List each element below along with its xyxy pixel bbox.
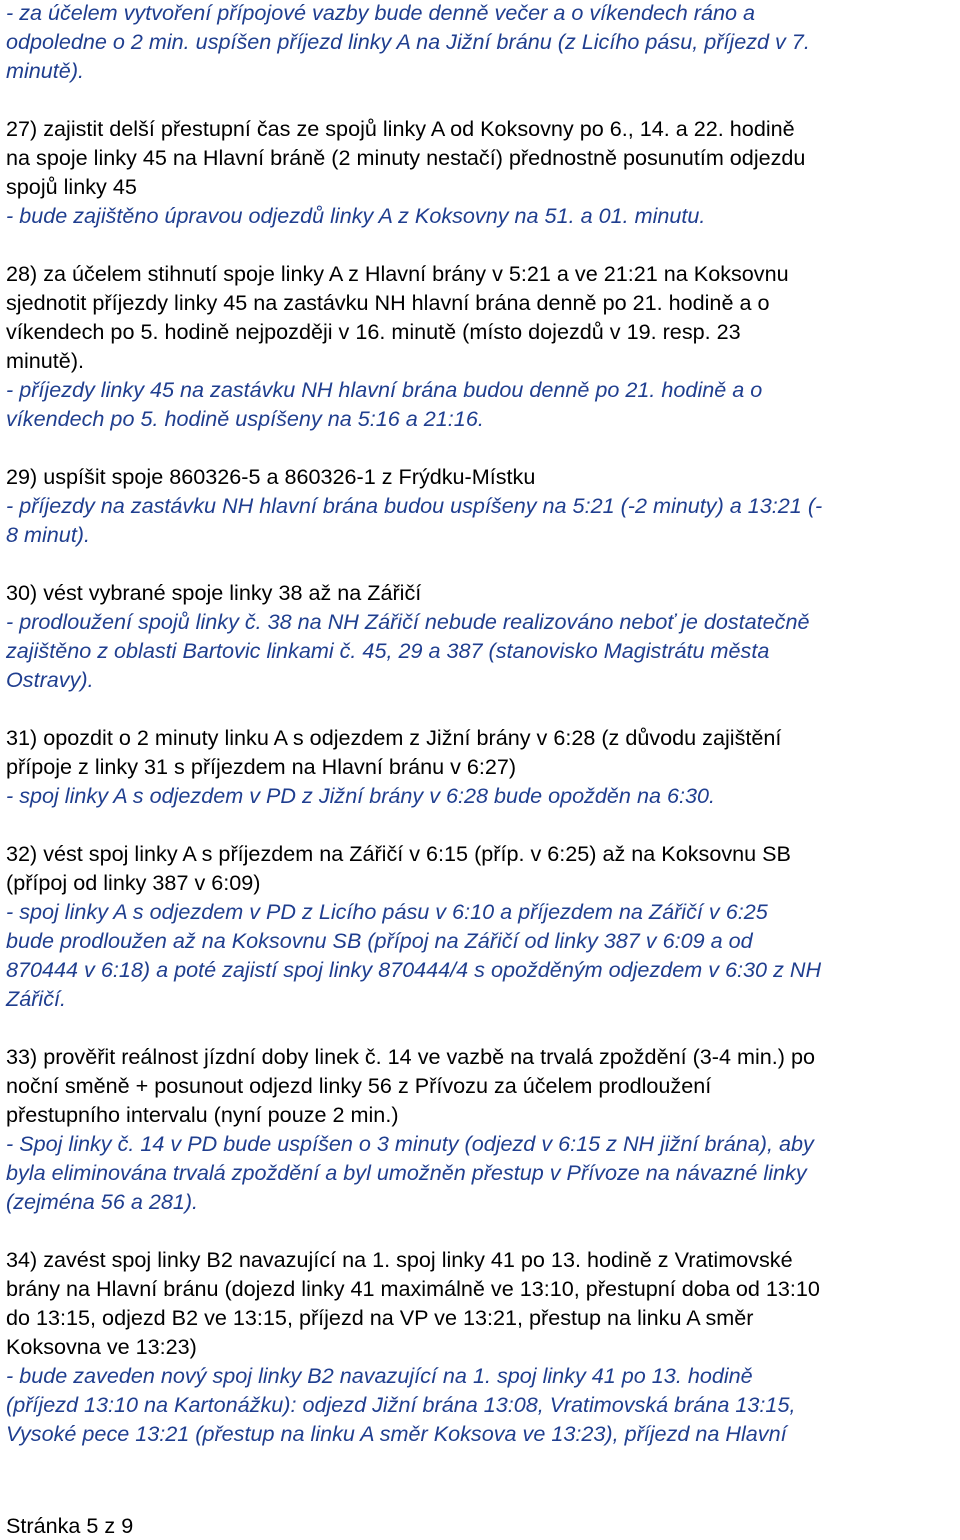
request-line: 27) zajistit delší přestupní čas ze spojů linky A od Koksovny po 6., 14. a 22. hodině bbox=[6, 116, 795, 141]
list-item bbox=[6, 462, 958, 549]
response-line: - prodloužení spojů linky č. 38 na NH Zářičí nebude realizováno neboť je dostatečně bbox=[6, 609, 810, 634]
list-item bbox=[6, 578, 958, 694]
response-line: - bude zajištěno úpravou odjezdů linky A z Koksovny na 51. a 01. minutu. bbox=[6, 203, 706, 228]
document-body bbox=[6, 0, 958, 1477]
request-line: přestupního intervalu (nyní pouze 2 min.) bbox=[6, 1102, 399, 1127]
response-line: zajištěno z oblasti Bartovic linkami č. 45, 29 a 387 (stanovisko Magistrátu města bbox=[6, 638, 770, 663]
response-line: (zejména 56 a 281). bbox=[6, 1189, 199, 1214]
response-line: - spoj linky A s odjezdem v PD z Licího pásu v 6:10 a příjezdem na Zářičí v 6:25 bbox=[6, 899, 768, 924]
response-line: 870444 v 6:18) a poté zajistí spoj linky 870444/4 s opožděným odjezdem v 6:30 z NH bbox=[6, 957, 822, 982]
list-item bbox=[6, 259, 958, 433]
intro-block bbox=[6, 0, 958, 85]
response-line: Ostravy). bbox=[6, 667, 94, 692]
response-line: odpoledne o 2 min. uspíšen příjezd linky A na Jižní bránu (z Licího pásu, příjezd v 7. bbox=[6, 29, 810, 54]
list-item bbox=[6, 1245, 958, 1448]
response-line: byla eliminována trvalá zpoždění a byl umožněn přestup v Přívoze na návazné linky bbox=[6, 1160, 807, 1185]
response-line: - Spoj linky č. 14 v PD bude uspíšen o 3 minuty (odjezd v 6:15 z NH jižní brána), aby bbox=[6, 1131, 814, 1156]
request-line: 32) vést spoj linky A s příjezdem na Zářičí v 6:15 (příp. v 6:25) až na Koksovnu SB bbox=[6, 841, 791, 866]
response-line: (příjezd 13:10 na Kartonážku): odjezd Jižní brána 13:08, Vratimovská brána 13:15, bbox=[6, 1392, 796, 1417]
request-line: 28) za účelem stihnutí spoje linky A z Hlavní brány v 5:21 a ve 21:21 na Koksovnu bbox=[6, 261, 789, 286]
response-line: minutě). bbox=[6, 58, 85, 83]
list-item bbox=[6, 1042, 958, 1216]
response-line: - příjezdy linky 45 na zastávku NH hlavní brána budou denně po 21. hodině a o bbox=[6, 377, 763, 402]
request-line: víkendech po 5. hodině nejpozději v 16. minutě (místo dojezdů v 19. resp. 23 bbox=[6, 319, 741, 344]
response-line: - spoj linky A s odjezdem v PD z Jižní brány v 6:28 bude opožděn na 6:30. bbox=[6, 783, 715, 808]
page-footer: Stránka 5 z 9 bbox=[6, 1513, 134, 1538]
request-line: minutě). bbox=[6, 348, 85, 373]
request-line: 33) prověřit reálnost jízdní doby linek č. 14 ve vazbě na trvalá zpoždění (3-4 min.) po bbox=[6, 1044, 815, 1069]
request-line: Koksovna ve 13:23) bbox=[6, 1334, 197, 1359]
response-line: víkendech po 5. hodině uspíšeny na 5:16 a 21:16. bbox=[6, 406, 484, 431]
request-line: brány na Hlavní bránu (dojezd linky 41 maximálně ve 13:10, přestupní doba od 13:10 bbox=[6, 1276, 820, 1301]
request-line: sjednotit příjezdy linky 45 na zastávku NH hlavní brána denně po 21. hodině a o bbox=[6, 290, 770, 315]
request-line: 31) opozdit o 2 minuty linku A s odjezdem z Jižní brány v 6:28 (z důvodu zajištění bbox=[6, 725, 782, 750]
response-line: - příjezdy na zastávku NH hlavní brána budou uspíšeny na 5:21 (-2 minuty) a 13:21 (- bbox=[6, 493, 823, 518]
request-line: 29) uspíšit spoje 860326-5 a 860326-1 z Frýdku-Místku bbox=[6, 464, 536, 489]
request-line: (přípoj od linky 387 v 6:09) bbox=[6, 870, 261, 895]
response-line: - bude zaveden nový spoj linky B2 navazující na 1. spoj linky 41 po 13. hodině bbox=[6, 1363, 753, 1388]
response-line: bude prodloužen až na Koksovnu SB (přípoj na Zářičí od linky 387 v 6:09 a od bbox=[6, 928, 753, 953]
request-line: spojů linky 45 bbox=[6, 174, 137, 199]
response-line: - za účelem vytvoření přípojové vazby bude denně večer a o víkendech ráno a bbox=[6, 0, 756, 25]
request-line: do 13:15, odjezd B2 ve 13:15, příjezd na VP ve 13:21, přestup na linku A směr bbox=[6, 1305, 754, 1330]
request-line: noční směně + posunout odjezd linky 56 z Přívozu za účelem prodloužení bbox=[6, 1073, 712, 1098]
request-line: 30) vést vybrané spoje linky 38 až na Zářičí bbox=[6, 580, 422, 605]
request-line: přípoje z linky 31 s příjezdem na Hlavní bránu v 6:27) bbox=[6, 754, 517, 779]
list-item bbox=[6, 839, 958, 1013]
response-line: Vysoké pece 13:21 (přestup na linku A směr Koksova ve 13:23), příjezd na Hlavní bbox=[6, 1421, 787, 1446]
list-item bbox=[6, 114, 958, 230]
list-item bbox=[6, 723, 958, 810]
request-line: 34) zavést spoj linky B2 navazující na 1. spoj linky 41 po 13. hodině z Vratimovské bbox=[6, 1247, 793, 1272]
items-list bbox=[6, 114, 958, 1448]
response-line: 8 minut). bbox=[6, 522, 91, 547]
request-line: na spoje linky 45 na Hlavní bráně (2 minuty nestačí) přednostně posunutím odjezdu bbox=[6, 145, 806, 170]
response-line: Zářičí. bbox=[6, 986, 66, 1011]
